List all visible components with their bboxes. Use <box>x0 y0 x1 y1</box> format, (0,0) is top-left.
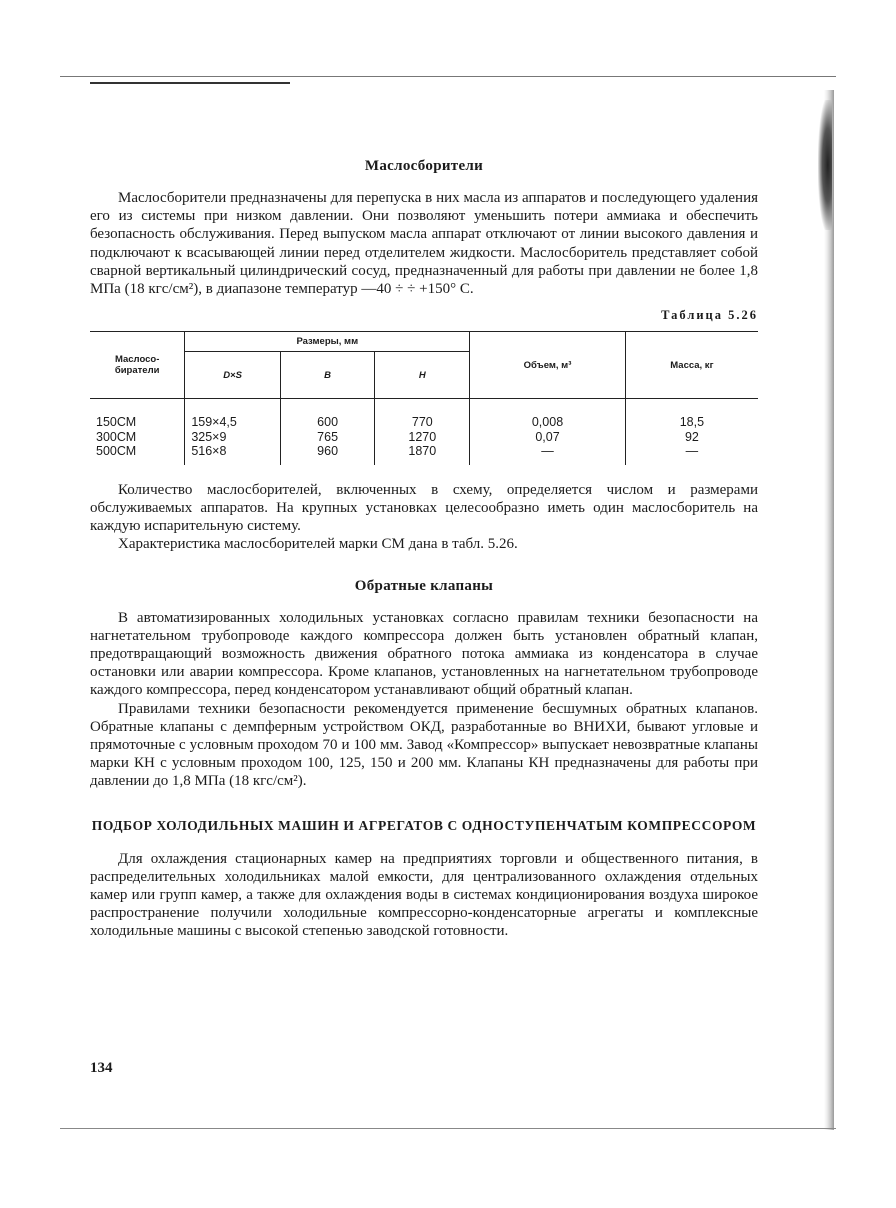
cell-name: 500СМ <box>96 444 137 459</box>
cell-b: 600 <box>280 399 375 430</box>
paragraph-oil-collectors-reference: Характеристика маслосборителей марки СМ дана в табл. 5.26. <box>118 536 518 553</box>
header-volume: Объем, м³ <box>470 332 626 399</box>
section-title-check-valves: Обратные клапаны <box>354 577 494 594</box>
header-mass: Масса, кг <box>625 332 758 399</box>
cell-name: 300СМ <box>96 429 137 444</box>
page-number: 134 <box>90 1060 113 1076</box>
page-content <box>90 150 758 941</box>
cell-h: 770 <box>375 399 470 430</box>
cell-dxs: 325×9 <box>185 430 281 445</box>
table-caption: Таблица 5.26 <box>661 308 758 323</box>
cell-dxs: 516×8 <box>185 444 281 465</box>
cell-volume: 0,008 <box>470 399 626 430</box>
top-rule-dark-segment <box>90 82 290 84</box>
bottom-rule <box>60 1128 836 1129</box>
header-b: B <box>280 352 375 399</box>
scan-edge-shadow <box>812 90 834 1130</box>
cell-mass: — <box>625 444 758 465</box>
paragraph-check-valves-2: Правилами техники безопасности рекомендуется применение бесшумных обратных клапанов. Обратные клапаны с демпферным устройством ОКД, разработанные во ВНИХИ, бывают угловые и прямоточные с условным проходом 70 и 100 мм. Завод «Компрессор» выпускает невозвратные клапаны марки КН с условным проходом 100, 125, 150 и 200 мм. Клапаны КН предназначены для работы при давлении до 1,8 МПа (18 кгс/см²). <box>90 700 758 790</box>
cell-mass: 18,5 <box>625 399 758 430</box>
header-name: Маслосо- биратели <box>90 332 185 399</box>
section-title-machine-selection: ПОДБОР ХОЛОДИЛЬНЫХ МАШИН И АГРЕГАТОВ С ОДНОСТУПЕНЧАТЫМ КОМПРЕССОРОМ <box>91 817 757 833</box>
oil-collectors-table <box>90 331 758 465</box>
cell-dxs: 159×4,5 <box>185 399 281 430</box>
header-h: H <box>375 352 470 399</box>
table-header-row-1 <box>90 332 758 352</box>
cell-b: 765 <box>280 430 375 445</box>
table-row <box>90 399 758 430</box>
cell-h: 1270 <box>375 430 470 445</box>
scan-edge-blot <box>818 100 832 230</box>
cell-name: 150СМ <box>96 415 137 430</box>
cell-h: 1870 <box>375 444 470 465</box>
cell-mass: 92 <box>625 430 758 445</box>
cell-b: 960 <box>280 444 375 465</box>
cell-volume: 0,07 <box>470 430 626 445</box>
header-sizes-group: Размеры, мм <box>185 332 470 352</box>
header-dxs: D×S <box>185 352 281 399</box>
paragraph-machine-selection: Для охлаждения стационарных камер на предприятиях торговли и общественного питания, в распределительных холодильниках малой емкости, для централизованного охлаждения отдельных камер или групп камер, а также для охлаждения воды в системах кондиционирования воздуха широкое распространение получили холодильные компрессорно-конденсаторные агрегаты и комплексные холодильные машины с высокой степенью заводской готовности. <box>90 850 758 940</box>
table-row <box>90 444 758 465</box>
top-rule <box>60 76 836 77</box>
section-title-oil-collectors: Маслосборители <box>364 158 484 174</box>
table-row <box>90 430 758 445</box>
cell-volume: — <box>470 444 626 465</box>
paragraph-oil-collectors-intro: Маслосборители предназначены для перепуска в них масла из аппаратов и последующего удаления его из системы при низком давлении. Они позволяют уменьшить потери аммиака и обеспечить безопасность обслуживания. Перед выпуском масла аппарат отключают от линии высокого давления и подключают к всасывающей линии перед отделителем жидкости. Маслосборитель представляет собой сварной вертикальный цилиндрический сосуд, предназначенный для работы при давлении не более 1,8 МПа (18 кгс/см²), в диапазоне температур —40 ÷ ÷ +150° С. <box>90 190 758 298</box>
paragraph-check-valves-1: В автоматизированных холодильных установках согласно правилам техники безопасности на нагнетательном трубопроводе каждого компрессора должен быть установлен обратный клапан, предотвращающий возможность движения обратного потока аммиака из конденсатора в случае остановки или аварии компрессора. Кроме клапанов, установленных на нагнетательном трубопроводе каждого компрессора, перед конденсатором устанавливают общий обратный клапан. <box>90 609 758 699</box>
paragraph-oil-collectors-count: Количество маслосборителей, включенных в схему, определяется числом и размерами обслуживаемых аппаратов. На крупных установках целесообразно иметь один маслосборитель на каждую испарительную систему. <box>90 481 758 535</box>
